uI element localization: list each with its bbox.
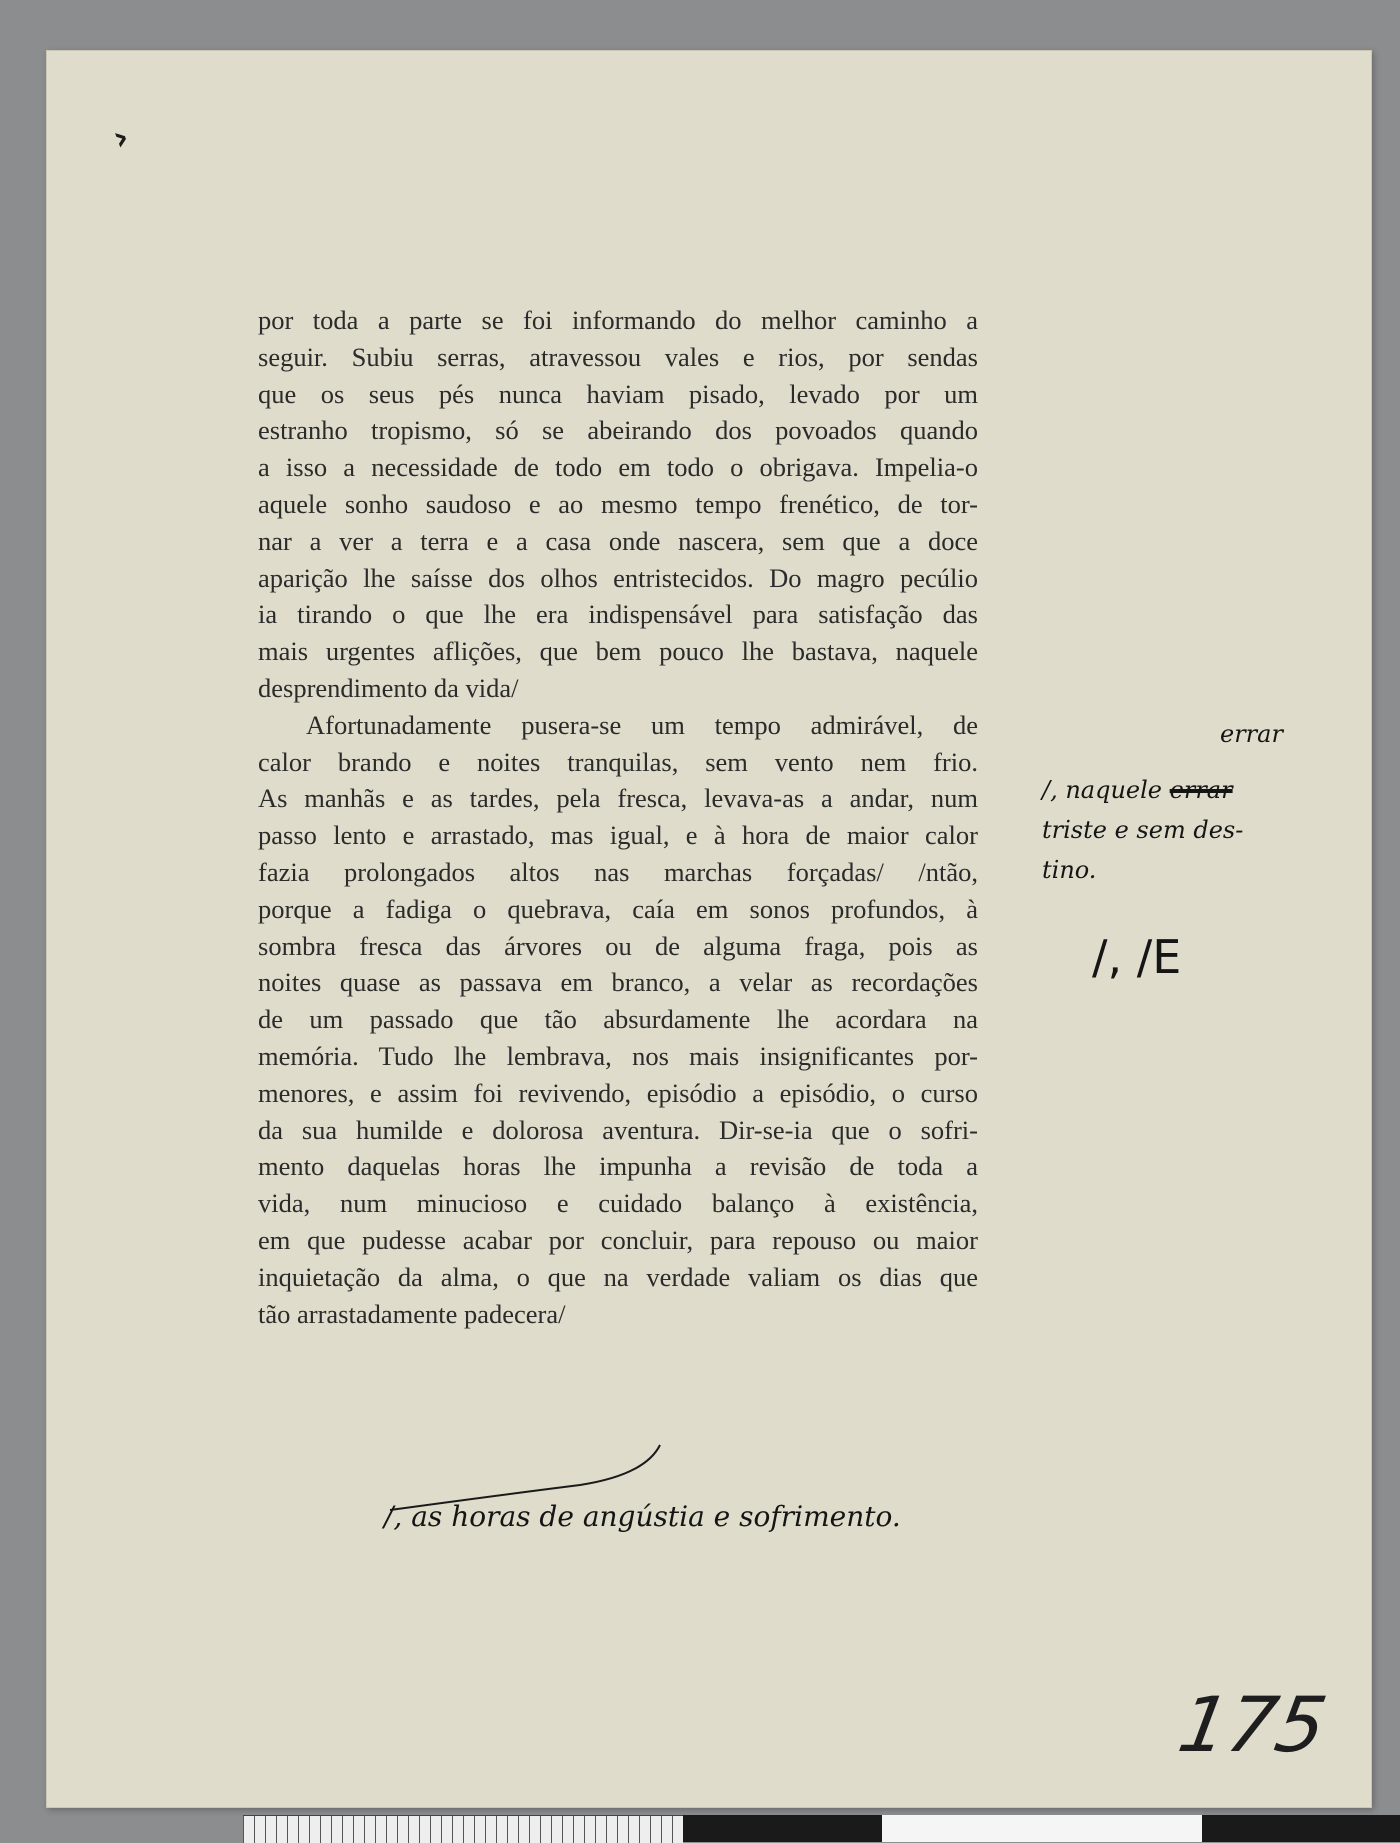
text-line: seguir. Subiu serras, atravessou vales e rios, por sendas bbox=[258, 339, 978, 376]
typed-text-body bbox=[258, 302, 978, 1332]
scan-ruler bbox=[243, 1815, 1400, 1842]
text-line: aparição lhe saísse dos olhos entristecidos. Do magro pecúlio bbox=[258, 560, 978, 597]
text-line: fazia prolongados altos nas marchas forçadas/ /ntão, bbox=[258, 854, 978, 891]
text-line: em que pudesse acabar por concluir, para repouso ou maior bbox=[258, 1222, 978, 1259]
margin-note-insertion: errar bbox=[1220, 720, 1283, 748]
ruler-dark-band bbox=[683, 1815, 882, 1842]
text-line: desprendimento da vida/ bbox=[258, 670, 978, 707]
text-line: estranho tropismo, só se abeirando dos povoados quando bbox=[258, 412, 978, 449]
text-line: menores, e assim foi revivendo, episódio a episódio, o curso bbox=[258, 1075, 978, 1112]
text-line: porque a fadiga o quebrava, caía em sonos profundos, à bbox=[258, 891, 978, 928]
text-line: mais urgentes aflições, que bem pouco lhe bastava, naquele bbox=[258, 633, 978, 670]
text-line: que os seus pés nunca haviam pisado, levado por um bbox=[258, 376, 978, 413]
text-line: As manhãs e as tardes, pela fresca, levava-as a andar, num bbox=[258, 780, 978, 817]
text-line: vida, num minucioso e cuidado balanço à existência, bbox=[258, 1185, 978, 1222]
text-line: calor brando e noites tranquilas, sem vento nem frio. bbox=[258, 744, 978, 781]
paragraph-1 bbox=[258, 302, 978, 707]
paragraph-2 bbox=[258, 707, 978, 1333]
text-line: por toda a parte se foi informando do melhor caminho a bbox=[258, 302, 978, 339]
text-line: aquele sonho saudoso e ao mesmo tempo frenético, de tor- bbox=[258, 486, 978, 523]
bottom-handwritten-note: /, as horas de angústia e sofrimento. bbox=[384, 1500, 901, 1533]
ruler-scale bbox=[243, 1815, 683, 1843]
ruler-light-band bbox=[882, 1815, 1202, 1842]
text-line: noites quase as passava em branco, a velar as recordações bbox=[258, 964, 978, 1001]
text-line: tão arrastadamente padecera/ bbox=[258, 1296, 978, 1333]
text-line: memória. Tudo lhe lembrava, nos mais insignificantes por- bbox=[258, 1038, 978, 1075]
margin-note-struck-word: errar bbox=[1170, 776, 1233, 804]
margin-note-line: triste e sem des- bbox=[1042, 810, 1243, 850]
corner-mark: › bbox=[108, 117, 135, 159]
margin-correction-mark: /, /E bbox=[1092, 930, 1181, 984]
page-number: 175 bbox=[1172, 1680, 1333, 1769]
text-line: passo lento e arrastado, mas igual, e à hora de maior calor bbox=[258, 817, 978, 854]
text-line: sombra fresca das árvores ou de alguma fraga, pois as bbox=[258, 928, 978, 965]
text-line: da sua humilde e dolorosa aventura. Dir-se-ia que o sofri- bbox=[258, 1112, 978, 1149]
ruler-dark-band bbox=[1202, 1815, 1400, 1842]
margin-note-line bbox=[1042, 770, 1243, 810]
text-line: mento daquelas horas lhe impunha a revisão de toda a bbox=[258, 1148, 978, 1185]
text-line: inquietação da alma, o que na verdade valiam os dias que bbox=[258, 1259, 978, 1296]
text-line: a isso a necessidade de todo em todo o obrigava. Impelia-o bbox=[258, 449, 978, 486]
margin-note-text: /, naquele bbox=[1042, 776, 1162, 804]
text-line: de um passado que tão absurdamente lhe acordara na bbox=[258, 1001, 978, 1038]
margin-note-line: tino. bbox=[1042, 850, 1243, 890]
text-line: Afortunadamente pusera-se um tempo admirável, de bbox=[258, 707, 978, 744]
text-line: ia tirando o que lhe era indispensável para satisfação das bbox=[258, 596, 978, 633]
text-line: nar a ver a terra e a casa onde nascera, sem que a doce bbox=[258, 523, 978, 560]
margin-note bbox=[1042, 770, 1243, 890]
